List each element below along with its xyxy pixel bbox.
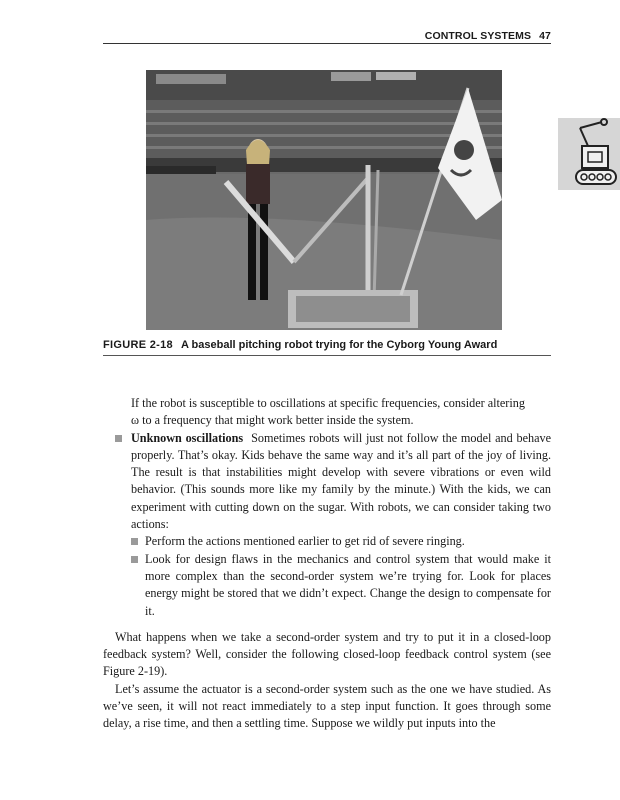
chapter-tab [558, 118, 620, 190]
header-rule [103, 43, 551, 44]
bullet-square-icon [115, 435, 122, 442]
running-header [103, 30, 551, 42]
figure-label: FIGURE 2-18 [103, 339, 173, 351]
paragraph: Let’s assume the actuator is a second-order system such as the one we have studied. As we’ve seen, it will not react immediately to a step input function. It goes through some delay, a rise time, and then a settling time. Suppose we wildly put inputs into the [103, 681, 551, 731]
paragraph-line: ω to a frequency that might work better inside the system. [131, 413, 414, 428]
bullet-term: Unknown oscillations [131, 430, 244, 445]
section-title: CONTROL SYSTEMS [424, 30, 532, 42]
bullet-square-icon [131, 556, 138, 563]
bullet-text: Sometimes robots will just not follow the model and behave properly. That’s okay. Kids behave the same way and it’s all part of the joy of living. The result is that instabilities might develop with severe vibrations or even wild behavior. (This sounds more like my family by the minute.) With the kids, we can experiment with cutting down on the sugar. With robots, we can consider taking two actions: [131, 430, 551, 532]
sub-bullet-text: Perform the actions mentioned earlier to get rid of severe ringing. [145, 534, 465, 549]
paragraph: What happens when we take a second-order system and try to put it in a closed-loop feedback system? Well, consider the following closed-loop feedback control system (see Figure 2-19). [103, 629, 551, 679]
figure-caption-text: A baseball pitching robot trying for the Cyborg Young Award [180, 339, 498, 351]
bullet-item [103, 430, 551, 534]
paragraph [103, 395, 551, 430]
sub-bullet-text: Look for design flaws in the mechanics and control system that would make it more complex than the second-order system we’re trying for. Look for places energy might be stored that we didn’t expect. Change the design to compensate for it. [145, 551, 551, 618]
caption-rule [103, 355, 551, 356]
page-number: 47 [539, 30, 551, 42]
robot-icon [558, 118, 620, 190]
sub-bullet-item [103, 533, 551, 550]
body-text [103, 395, 551, 733]
figure-photo [146, 70, 502, 330]
sub-bullet-item [103, 551, 551, 620]
figure-caption [103, 339, 551, 351]
bullet-square-icon [131, 538, 138, 545]
paragraph-line: If the robot is susceptible to oscillations at specific frequencies, consider altering [131, 396, 525, 410]
